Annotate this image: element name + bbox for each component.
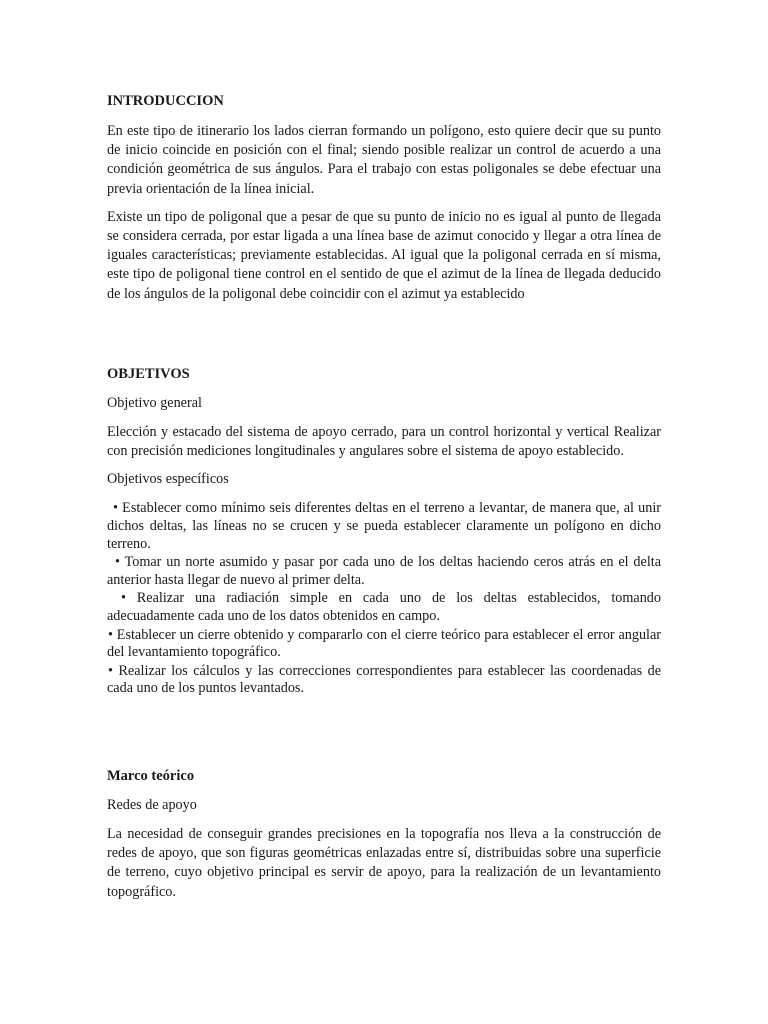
intro-heading: INTRODUCCION — [107, 93, 224, 109]
objetivos-section — [107, 365, 661, 698]
list-item: • Establecer como mínimo seis diferentes deltas en el terreno a levantar, de manera que, al unir dichos deltas, las líneas no se crucen y se pueda establecer claramente un polígono en dicho terreno. — [107, 500, 661, 552]
list-item: • Tomar un norte asumido y pasar por cada uno de los deltas haciendo ceros atrás en el delta anterior hasta llegar de nuevo al primer delta. — [107, 554, 661, 588]
marco-paragraph: La necesidad de conseguir grandes precisiones en la topografía nos lleva a la construcción de redes de apoyo, que son figuras geométricas enlazadas entre sí, distribuidas sobre una superficie de terreno, cuyo objetivo principal es servir de apoyo, para la realización de un levantamiento topográfico. — [107, 826, 661, 900]
marco-heading: Marco teórico — [107, 768, 195, 784]
intro-paragraph-1: En este tipo de itinerario los lados cierran formando un polígono, esto quiere decir que su punto de inicio coincide en posición con el final; siendo posible realizar un control de acuerdo a una condición geométrica de sus ángulos. Para el trabajo con estas poligonales se debe efectuar una previa orientación de la línea inicial. — [107, 123, 661, 197]
objetivos-especificos-label: Objetivos específicos — [107, 471, 229, 488]
list-item: • Establecer un cierre obtenido y compararlo con el cierre teórico para establecer el error angular del levantamiento topográfico. — [107, 626, 661, 661]
objetivos-heading: OBJETIVOS — [107, 366, 190, 382]
objetivo-general-label: Objetivo general — [107, 395, 202, 411]
redes-apoyo-label: Redes de apoyo — [107, 797, 197, 813]
intro-paragraph-2: Existe un tipo de poligonal que a pesar de que su punto de inicio no es igual al punto de llegada se considera cerrada, por estar ligada a una línea base de azimut conocido y llegar a otra línea de iguales características; previamente establecidas. Al igual que la poligonal cerrada en sí misma, este tipo de poligonal tiene control en el sentido de que el azimut de la línea de llegada deducido de los ángulos de la poligonal debe coincidir con el azimut ya establecido — [107, 208, 661, 302]
list-item: • Realizar los cálculos y las correcciones correspondientes para establecer las coordenadas de cada uno de los puntos levantados. — [107, 662, 661, 697]
objetivos-especificos-list — [107, 500, 661, 698]
intro-section — [107, 92, 661, 304]
marco-section — [107, 767, 661, 902]
list-item: • Realizar una radiación simple en cada uno de los deltas establecidos, tomando adecuadamente cada uno de los datos obtenidos en campo. — [107, 590, 661, 624]
objetivo-general-text: Elección y estacado del sistema de apoyo cerrado, para un control horizontal y vertical Realizar con precisión mediciones longitudinales y angulares sobre el sistema de apoyo establecido. — [107, 424, 661, 460]
